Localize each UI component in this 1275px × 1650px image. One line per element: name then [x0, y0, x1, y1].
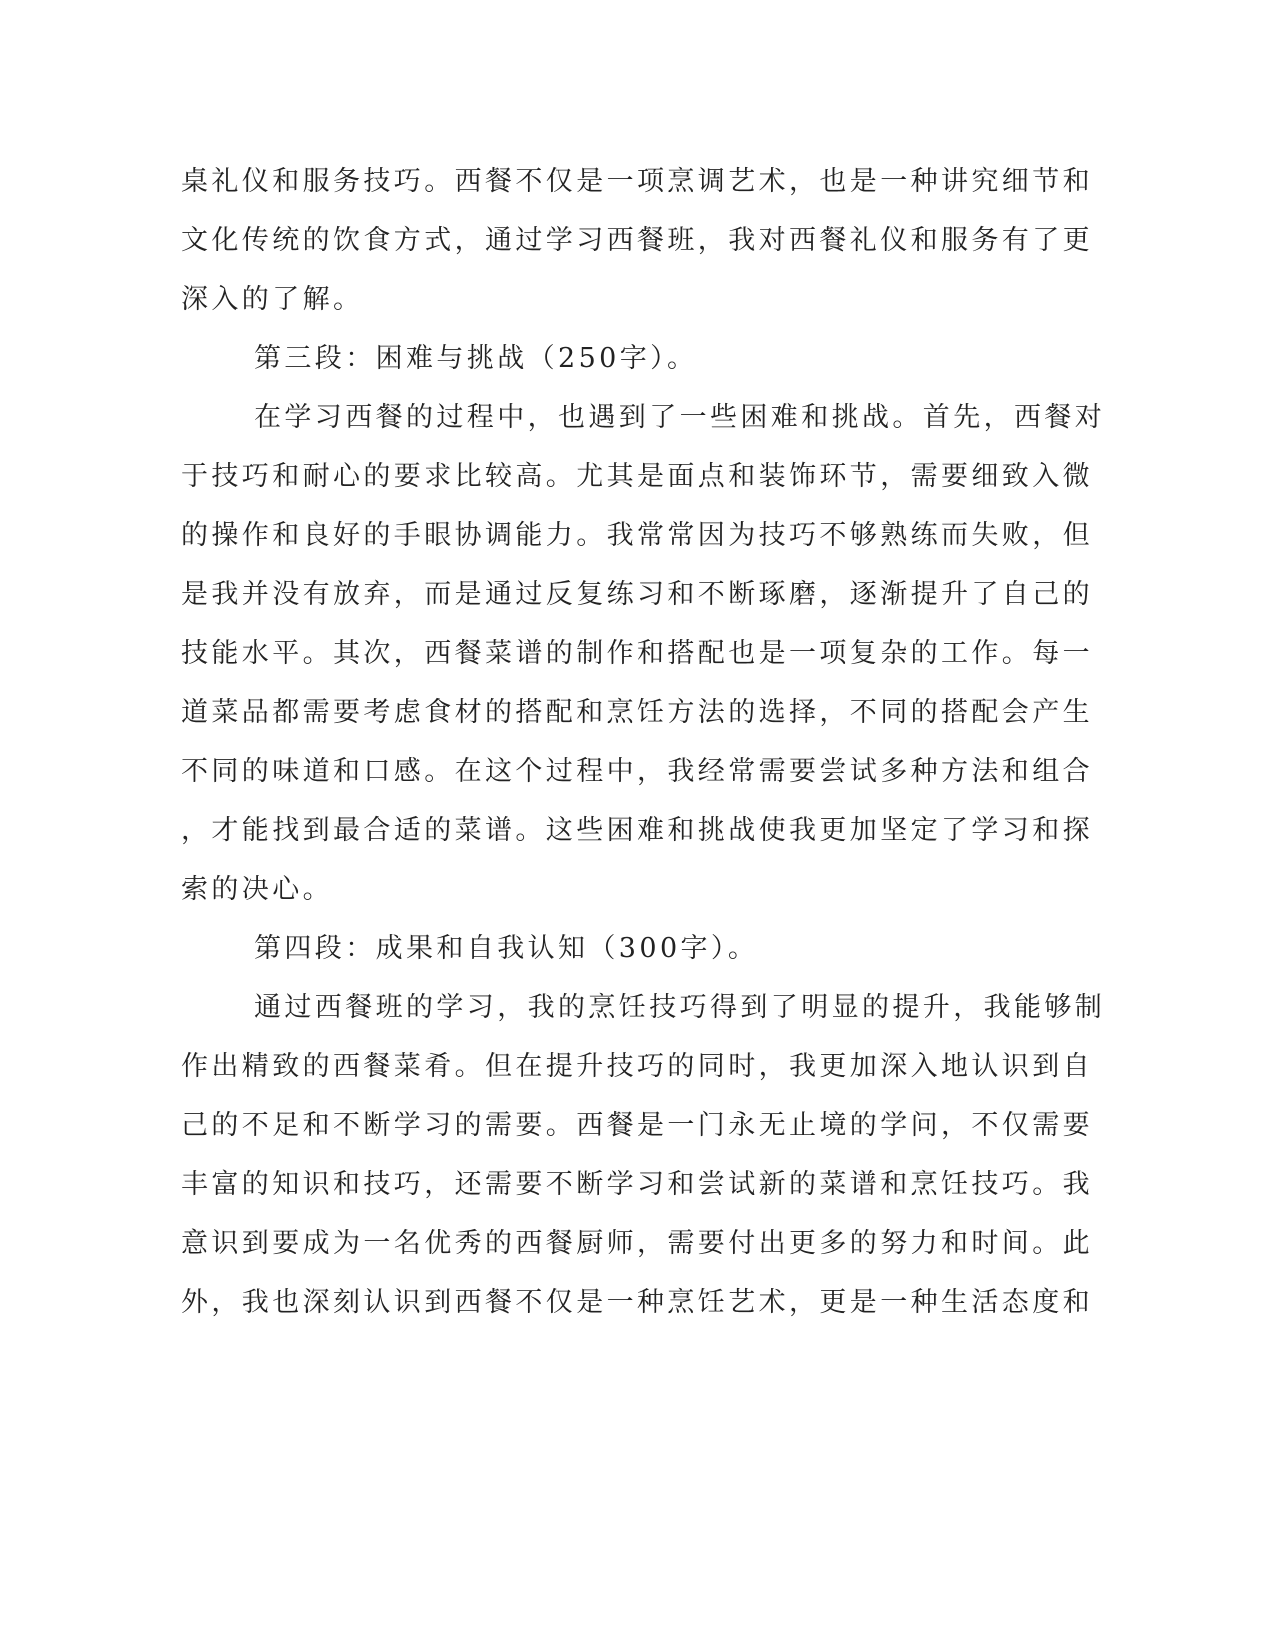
- document-body: [181, 152, 1106, 1332]
- paragraph-line: 的操作和良好的手眼协调能力。我常常因为技巧不够熟练而失败，但: [181, 520, 1093, 551]
- paragraph-line: 文化传统的饮食方式，通过学习西餐班，我对西餐礼仪和服务有了更: [181, 225, 1093, 256]
- paragraph-line: 丰富的知识和技巧，还需要不断学习和尝试新的菜谱和烹饪技巧。我: [181, 1169, 1093, 1200]
- paragraph-line: 深入的了解。: [181, 284, 364, 315]
- paragraph-line: 作出精致的西餐菜肴。但在提升技巧的同时，我更加深入地认识到自: [181, 1051, 1093, 1082]
- paragraph-line: 索的决心。: [181, 874, 333, 905]
- paragraph-line: 是我并没有放弃，而是通过反复练习和不断琢磨，逐渐提升了自己的: [181, 579, 1093, 610]
- paragraph-line: 外，我也深刻认识到西餐不仅是一种烹饪艺术，更是一种生活态度和: [181, 1287, 1093, 1318]
- paragraph-line: 通过西餐班的学习，我的烹饪技巧得到了明显的提升，我能够制: [254, 992, 1106, 1023]
- section-heading-3: 第三段：困难与挑战（250字）。: [254, 343, 698, 374]
- section-heading-4: 第四段：成果和自我认知（300字）。: [254, 933, 759, 964]
- paragraph-line: 技能水平。其次，西餐菜谱的制作和搭配也是一项复杂的工作。每一: [181, 638, 1093, 669]
- paragraph-line: 于技巧和耐心的要求比较高。尤其是面点和装饰环节，需要细致入微: [181, 461, 1093, 492]
- paragraph-line: 意识到要成为一名优秀的西餐厨师，需要付出更多的努力和时间。此: [181, 1228, 1093, 1259]
- paragraph-line: 己的不足和不断学习的需要。西餐是一门永无止境的学问，不仅需要: [181, 1110, 1093, 1141]
- paragraph-line: 不同的味道和口感。在这个过程中，我经常需要尝试多种方法和组合: [181, 756, 1093, 787]
- paragraph-line: ，才能找到最合适的菜谱。这些困难和挑战使我更加坚定了学习和探: [181, 815, 1093, 846]
- paragraph-line: 桌礼仪和服务技巧。西餐不仅是一项烹调艺术，也是一种讲究细节和: [181, 166, 1093, 197]
- paragraph-line: 在学习西餐的过程中，也遇到了一些困难和挑战。首先，西餐对: [254, 402, 1106, 433]
- paragraph-line: 道菜品都需要考虑食材的搭配和烹饪方法的选择，不同的搭配会产生: [181, 697, 1093, 728]
